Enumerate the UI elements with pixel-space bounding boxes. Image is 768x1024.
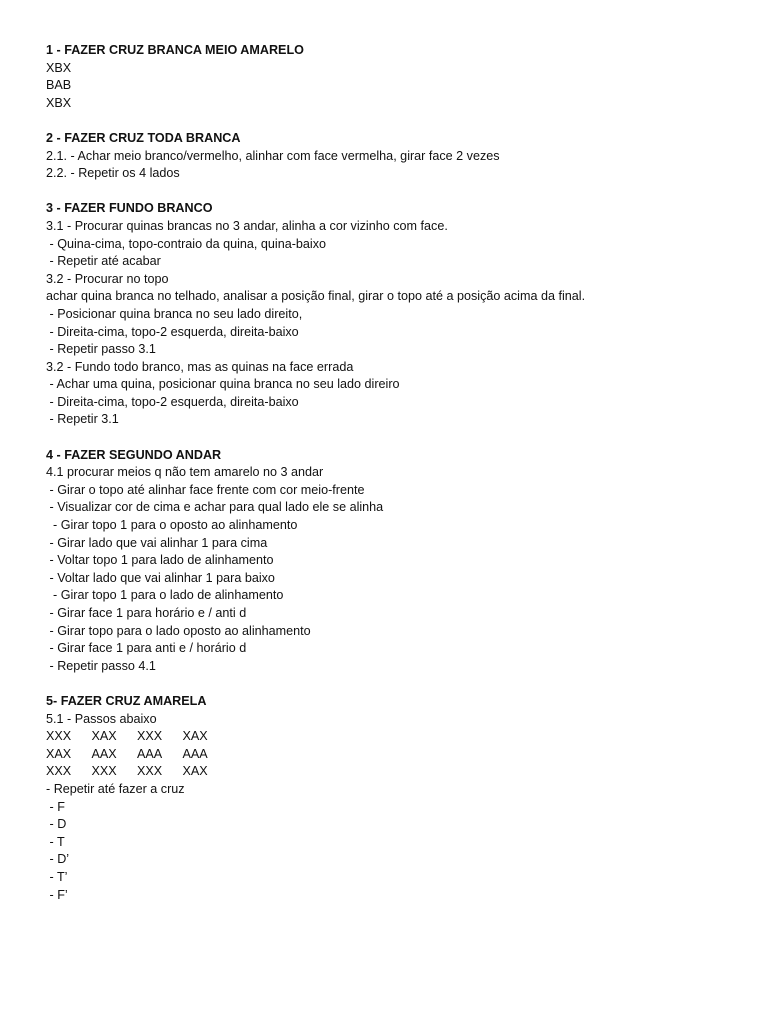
section-5-intro: 5.1 - Passos abaixo xyxy=(46,711,157,726)
spacer xyxy=(46,183,746,201)
section-4-line: - Voltar lado que vai alinhar 1 para baixo xyxy=(46,570,275,585)
section-4-line: - Repetir passo 4.1 xyxy=(46,658,156,673)
section-5-move: - D xyxy=(46,817,67,832)
section-5-heading: 5- FAZER CRUZ AMARELA xyxy=(46,693,207,708)
section-4-line: - Girar topo 1 para o oposto ao alinhamento xyxy=(46,518,298,533)
pattern-cell: XXX xyxy=(46,764,72,779)
document-page xyxy=(46,42,746,904)
section-3-line: - Direita-cima, topo-2 esquerda, direita-baixo xyxy=(46,394,299,409)
pattern-row xyxy=(46,728,746,746)
section-4-line: - Voltar topo 1 para lado de alinhamento xyxy=(46,553,274,568)
section-3-line: - Posicionar quina branca no seu lado direito, xyxy=(46,306,303,321)
section-2-heading: 2 - FAZER CRUZ TODA BRANCA xyxy=(46,130,241,145)
spacer xyxy=(46,675,746,693)
pattern-row xyxy=(46,746,746,764)
section-1-heading: 1 - FAZER CRUZ BRANCA MEIO AMARELO xyxy=(46,43,304,57)
section-3-line: - Quina-cima, topo-contraio da quina, quina-baixo xyxy=(46,236,327,251)
pattern-cell: AAA xyxy=(137,746,163,761)
pattern-cell: XAX xyxy=(91,729,117,744)
section-2-line: 2.2. - Repetir os 4 lados xyxy=(46,166,180,181)
pattern-cell: XXX xyxy=(46,729,72,744)
section-4-line: - Girar topo para o lado oposto ao alinhamento xyxy=(46,623,311,638)
section-4-line: - Girar topo 1 para o lado de alinhamento xyxy=(46,588,284,603)
section-5-line: - Repetir até fazer a cruz xyxy=(46,781,185,796)
section-3-line: - Direita-cima, topo-2 esquerda, direita-baixo xyxy=(46,324,299,339)
section-4-heading: 4 - FAZER SEGUNDO ANDAR xyxy=(46,447,222,462)
section-1-line: XBX xyxy=(46,60,72,75)
pattern-cell: XXX xyxy=(91,764,117,779)
section-5-move: - F xyxy=(46,799,65,814)
section-3-line: - Repetir até acabar xyxy=(46,254,161,269)
pattern-cell: AAX xyxy=(91,746,117,761)
section-3-line: 3.1 - Procurar quinas brancas no 3 andar, alinha a cor vizinho com face. xyxy=(46,218,448,233)
pattern-row xyxy=(46,763,746,781)
section-4-line: - Visualizar cor de cima e achar para qual lado ele se alinha xyxy=(46,500,384,515)
pattern-grid xyxy=(46,728,746,781)
section-4-line: - Girar face 1 para anti e / horário d xyxy=(46,641,247,656)
pattern-cell: XAX xyxy=(46,746,72,761)
section-4-line: - Girar face 1 para horário e / anti d xyxy=(46,606,247,620)
pattern-cell: AAA xyxy=(182,746,208,761)
section-3-line: 3.2 - Fundo todo branco, mas as quinas na face errada xyxy=(46,359,354,374)
section-5-move: - T’ xyxy=(46,869,68,884)
pattern-cell: XAX xyxy=(182,764,208,779)
pattern-cell: XAX xyxy=(182,729,208,744)
section-3-line: - Achar uma quina, posicionar quina branca no seu lado direiro xyxy=(46,377,400,392)
spacer xyxy=(46,112,746,130)
section-3-line: - Repetir passo 3.1 xyxy=(46,342,156,357)
section-5-move: - T xyxy=(46,834,65,849)
section-5-move: - D’ xyxy=(46,852,70,867)
section-5-move: - F’ xyxy=(46,887,68,902)
section-3-heading: 3 - FAZER FUNDO BRANCO xyxy=(46,201,213,216)
pattern-cell: XXX xyxy=(137,729,163,744)
section-3-line: 3.2 - Procurar no topo xyxy=(46,271,169,286)
section-1-line: XBX xyxy=(46,95,72,110)
section-3-line: achar quina branca no telhado, analisar a posição final, girar o topo até a posição acima da final. xyxy=(46,289,586,304)
section-2-line: 2.1. - Achar meio branco/vermelho, alinhar com face vermelha, girar face 2 vezes xyxy=(46,148,500,163)
section-1-line: BAB xyxy=(46,78,72,93)
spacer xyxy=(46,429,746,447)
section-4-line: 4.1 procurar meios q não tem amarelo no 3 andar xyxy=(46,465,324,480)
section-4-line: - Girar o topo até alinhar face frente com cor meio-frente xyxy=(46,482,365,497)
pattern-cell: XXX xyxy=(137,764,163,779)
section-4-line: - Girar lado que vai alinhar 1 para cima xyxy=(46,535,268,550)
section-3-line: - Repetir 3.1 xyxy=(46,412,119,427)
